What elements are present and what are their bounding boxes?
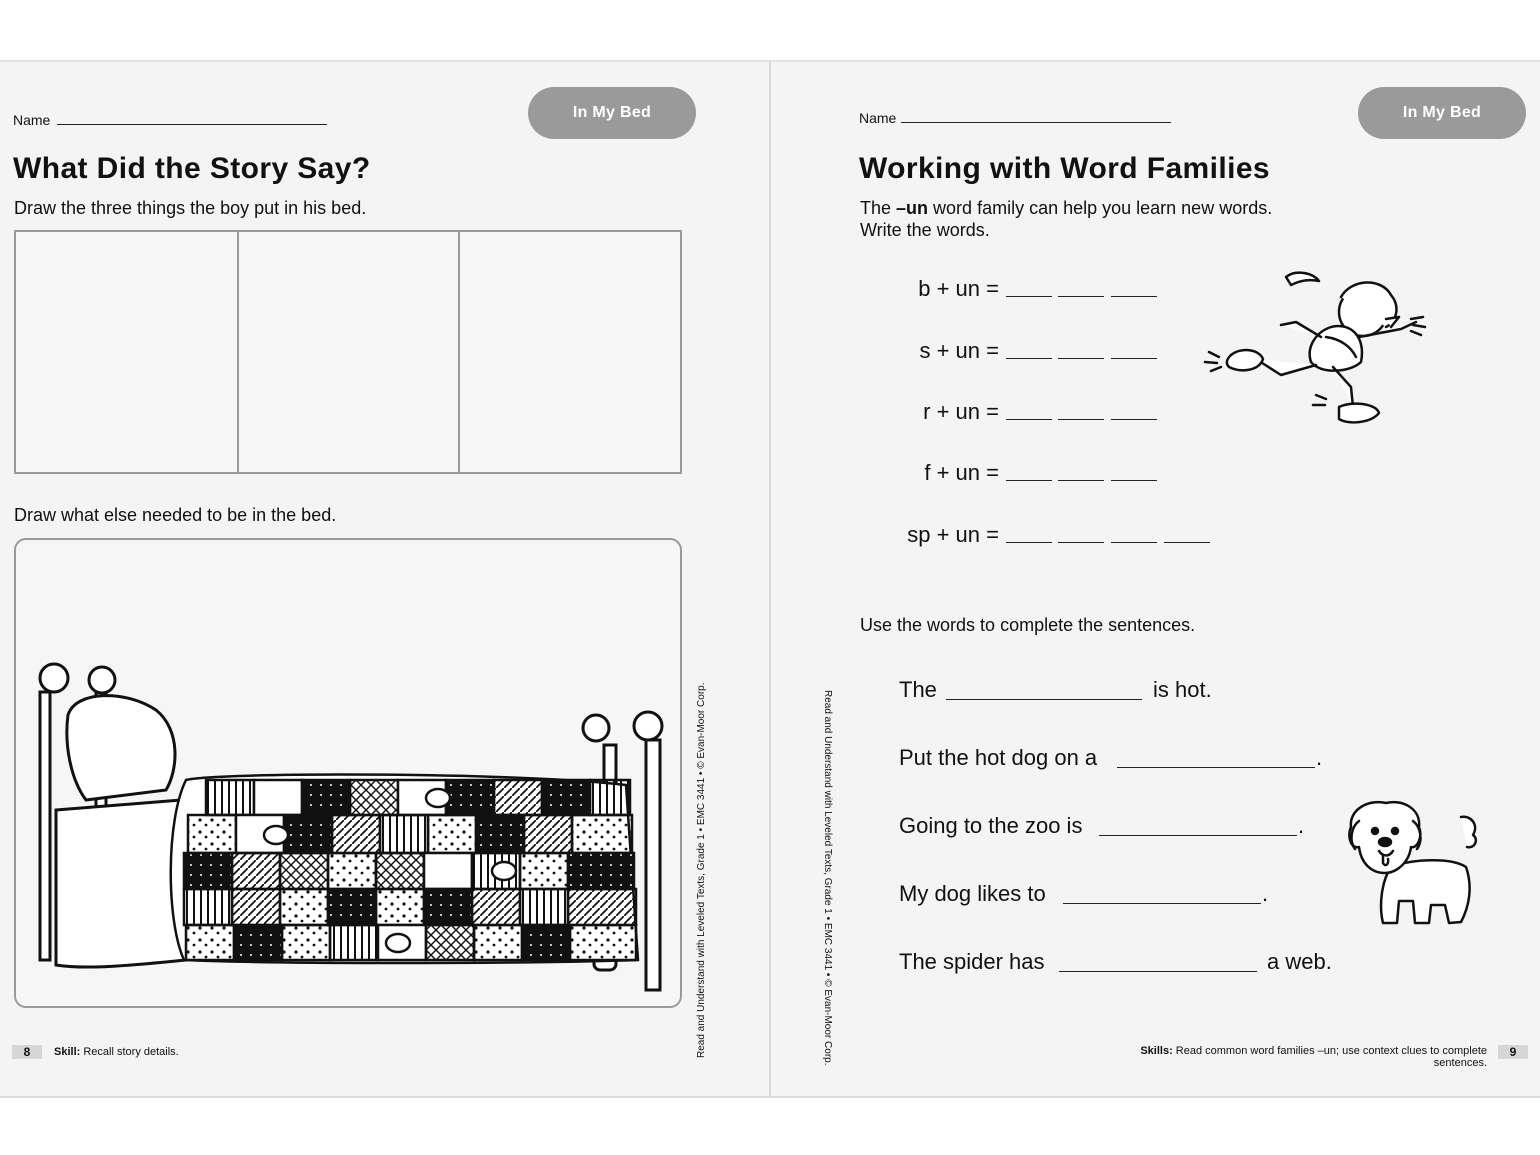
equation-1: b + un = [918, 276, 999, 301]
equation-2: s + un = [919, 338, 999, 363]
vertical-credit: Read and Understand with Leveled Texts, Grade 1 • EMC 3441 • © Evan-Moor Corp. [696, 682, 707, 1058]
puppy-illustration [1341, 797, 1481, 933]
equation-4: f + un = [924, 460, 999, 485]
drawing-box-2[interactable] [238, 232, 460, 472]
name-line[interactable] [57, 123, 327, 125]
page-number: 8 [12, 1045, 42, 1059]
letter-blank[interactable] [1006, 295, 1052, 297]
sentence-blank[interactable] [946, 698, 1142, 700]
letter-blank[interactable] [1058, 357, 1104, 359]
left-page [0, 62, 769, 1096]
page-number: 9 [1498, 1045, 1528, 1059]
letter-blank[interactable] [1006, 541, 1052, 543]
letter-blank[interactable] [1058, 479, 1104, 481]
page-title: What Did the Story Say? [13, 152, 371, 185]
sentence-4-after: . [1262, 881, 1269, 906]
running-child-illustration [1201, 267, 1453, 439]
unit-badge: In My Bed [1358, 87, 1526, 139]
skill-text: Recall story details. [80, 1046, 179, 1058]
right-page [771, 62, 1540, 1096]
instruction-text: Draw the three things the boy put in his bed. [14, 198, 367, 218]
sentence-blank[interactable] [1059, 970, 1257, 972]
name-label: Name [859, 110, 897, 126]
sentence-2-after: . [1316, 745, 1323, 770]
letter-blank[interactable] [1058, 295, 1104, 297]
sentence-3-before: Going to the zoo is [899, 813, 1083, 838]
equation-3: r + un = [923, 399, 999, 424]
drawing-box-1[interactable] [16, 232, 239, 472]
letter-blank[interactable] [1006, 357, 1052, 359]
skill-note [1087, 1045, 1487, 1069]
sentence-blank[interactable] [1117, 766, 1315, 768]
letter-blank[interactable] [1058, 418, 1104, 420]
sentence-blank[interactable] [1063, 902, 1261, 904]
letter-blank[interactable] [1006, 418, 1052, 420]
skill-note [54, 1046, 179, 1058]
instruction-text-2: Use the words to complete the sentences. [860, 615, 1196, 635]
letter-blank[interactable] [1058, 541, 1104, 543]
intro-post: word family can help you learn new words. [928, 198, 1273, 218]
instruction-text-2: Draw what else needed to be in the bed. [14, 505, 337, 525]
letter-blank[interactable] [1006, 479, 1052, 481]
equation-5: sp + un = [907, 522, 999, 547]
skill-label: Skills: [1140, 1045, 1173, 1057]
drawing-boxes [14, 230, 682, 474]
sentence-1-before: The [899, 677, 937, 702]
page-title: Working with Word Families [859, 152, 1270, 185]
vertical-credit: Read and Understand with Leveled Texts, Grade 1 • EMC 3441 • © Evan-Moor Corp. [822, 690, 833, 1066]
sentence-5-before: The spider has [899, 949, 1045, 974]
intro-text [860, 198, 1272, 219]
letter-blank[interactable] [1111, 418, 1157, 420]
sentence-4-before: My dog likes to [899, 881, 1046, 906]
sentence-3-after: . [1298, 813, 1305, 838]
bed-drawing-area[interactable] [14, 538, 682, 1008]
letter-blank[interactable] [1111, 295, 1157, 297]
name-label: Name [13, 112, 51, 128]
letter-blank[interactable] [1111, 479, 1157, 481]
skill-text: Read common word families –un; use context clues to complete sentences. [1172, 1045, 1487, 1069]
sentence-1-after: is hot. [1153, 677, 1212, 702]
skill-label: Skill: [54, 1046, 81, 1058]
name-line[interactable] [901, 121, 1171, 123]
letter-blank[interactable] [1164, 541, 1210, 543]
letter-blank[interactable] [1111, 357, 1157, 359]
intro-pre: The [860, 198, 897, 218]
bed-quilt-illustration [16, 540, 680, 1006]
sentence-5-after: a web. [1267, 949, 1332, 974]
workbook-spread [0, 60, 1540, 1098]
sentence-blank[interactable] [1099, 834, 1297, 836]
letter-blank[interactable] [1111, 541, 1157, 543]
sentence-2-before: Put the hot dog on a [899, 745, 1098, 770]
intro-bold: –un [896, 198, 929, 218]
intro-line-2: Write the words. [860, 220, 990, 240]
drawing-box-3[interactable] [460, 232, 680, 472]
unit-badge: In My Bed [528, 87, 696, 139]
